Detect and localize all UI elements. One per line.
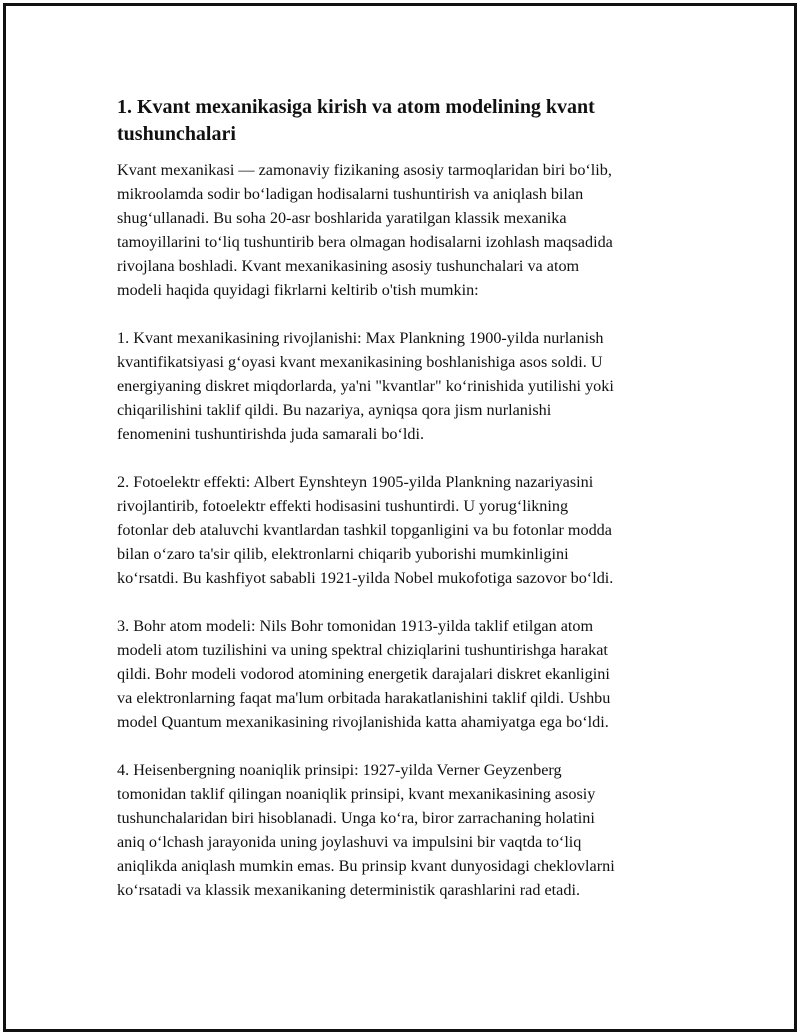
document-body [117,94,697,926]
paragraph-heisenberg: 4. Heisenbergning noaniqlik prinsipi: 1927-yilda Verner Geyzenberg tomonidan taklif qilingan noaniqlik prinsipi, kvant mexanikasining asosiy tushunchalaridan biri hisoblanadi. Unga ko‘ra, biror zarrachaning holatini aniq o‘lchash jarayonida uning joylashuvi va impulsini bir vaqtda to‘liq aniqlikda aniqlash mumkin emas. Bu prinsip kvant dunyosidagi cheklovlarni ko‘rsatadi va klassik mexanikaning deterministik qarashlarini rad etadi. [117,761,615,899]
paragraph-bohr: 3. Bohr atom modeli: Nils Bohr tomonidan 1913-yilda taklif etilgan atom modeli atom tuzilishini va uning spektral chiziqlarini tushuntirishga harakat qildi. Bohr modeli vodorod atomining energetik darajalari diskret ekanligini va elektronlarning faqat ma'lum orbitada harakatlanishini taklif qildi. Ushbu model Quantum mexanikasining rivojlanishida katta ahamiyatga ega bo‘ldi. [117,617,611,731]
paragraph-planck: 1. Kvant mexanikasining rivojlanishi: Max Plankning 1900-yilda nurlanish kvantifikatsiyasi g‘oyasi kvant mexanikasining boshlanishiga asos soldi. U energiyaning diskret miqdorlarda, ya'ni "kvantlar" ko‘rinishida yutilishi yoki chiqarilishini taklif qildi. Bu nazariya, ayniqsa qora jism nurlanishi fenomenini tushuntirishda juda samarali bo‘ldi. [117,329,614,443]
document-title: 1. Kvant mexanikasiga kirish va atom modelining kvant tushunchalari [117,96,595,145]
paragraph-photoelectric: 2. Fotoelektr effekti: Albert Eynshteyn 1905-yilda Plankning nazariyasini rivojlantirib, fotoelektr effekti hodisasini tushuntirdi. U yorug‘likning fotonlar deb ataluvchi kvantlardan tashkil topganligini va bu fotonlar modda bilan o‘zaro ta'sir qilib, elektronlarni chiqarib yuborishi mumkinligini ko‘rsatdi. Bu kashfiyot sababli 1921-yilda Nobel mukofotiga sazovor bo‘ldi. [117,473,614,587]
paragraph-intro: Kvant mexanikasi — zamonaviy fizikaning asosiy tarmoqlaridan biri bo‘lib, mikroolamda sodir bo‘ladigan hodisalarni tushuntirish va aniqlash bilan shug‘ullanadi. Bu soha 20-asr boshlarida yaratilgan klassik mexanika tamoyillarini to‘liq tushuntirib bera olmagan hodisalarni izohlash maqsadida rivojlana boshladi. Kvant mexanikasining asosiy tushunchalari va atom modeli haqida quyidagi fikrlarni keltirib o'tish mumkin: [117,161,613,299]
